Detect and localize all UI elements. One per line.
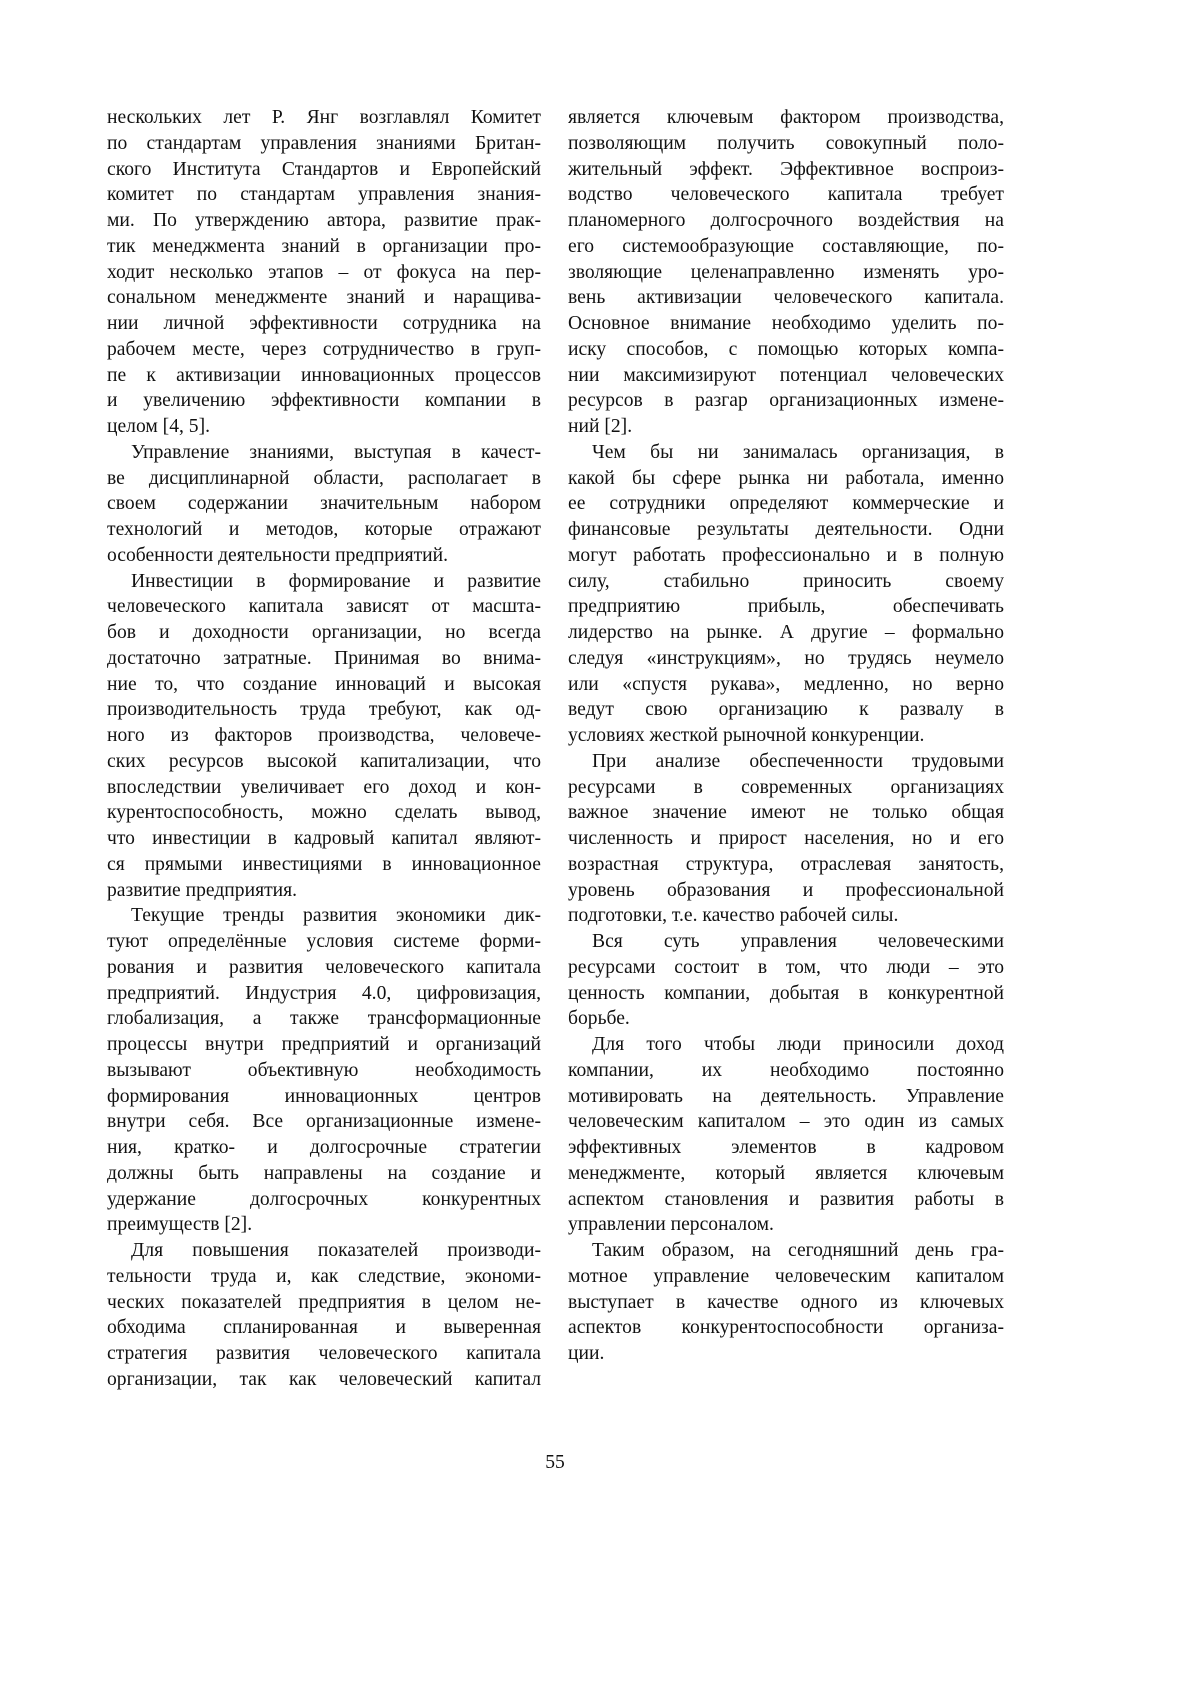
paragraph	[568, 1238, 1004, 1367]
text-line: обходима спланированная и выверенная	[107, 1315, 541, 1341]
text-line: предприятий. Индустрия 4.0, цифровизация,	[107, 981, 541, 1007]
text-line: рования и развития человеческого капитала	[107, 955, 541, 981]
text-line: подготовки, т.е. качество рабочей силы.	[568, 903, 1004, 929]
text-line: ведут свою организацию к развалу в	[568, 697, 1004, 723]
paragraph	[107, 903, 541, 1238]
text-line: борьбе.	[568, 1006, 1004, 1032]
text-line: ния, кратко- и долгосрочные стратегии	[107, 1135, 541, 1161]
text-line: нескольких лет Р. Янг возглавлял Комитет	[107, 105, 541, 131]
text-line: курентоспособность, можно сделать вывод,	[107, 800, 541, 826]
text-line: Основное внимание необходимо уделить по-	[568, 311, 1004, 337]
text-line: При анализе обеспеченности трудовыми	[568, 749, 1004, 775]
text-line: планомерного долгосрочного воздействия на	[568, 208, 1004, 234]
text-line: технологий и методов, которые отражают	[107, 517, 541, 543]
text-line: нии максимизируют потенциал человеческих	[568, 363, 1004, 389]
text-line: ции.	[568, 1341, 1004, 1367]
text-line: комитет по стандартам управления знания-	[107, 182, 541, 208]
text-line: является ключевым фактором производства,	[568, 105, 1004, 131]
text-line: вызывают объективную необходимость	[107, 1058, 541, 1084]
text-line: впоследствии увеличивает его доход и кон-	[107, 775, 541, 801]
text-line: тельности труда и, как следствие, экономи-	[107, 1264, 541, 1290]
text-line: позволяющим получить совокупный поло-	[568, 131, 1004, 157]
paragraph	[107, 440, 541, 569]
text-line: Инвестиции в формирование и развитие	[107, 569, 541, 595]
text-line: аспектом становления и развития работы в	[568, 1187, 1004, 1213]
text-column-left	[107, 105, 541, 1393]
text-line: иску способов, с помощью которых компа-	[568, 337, 1004, 363]
text-line: формирования инновационных центров	[107, 1084, 541, 1110]
text-line: мотное управление человеческим капиталом	[568, 1264, 1004, 1290]
paragraph	[568, 105, 1004, 440]
text-line: бов и доходности организации, но всегда	[107, 620, 541, 646]
text-line: Текущие тренды развития экономики дик-	[107, 903, 541, 929]
text-line: туют определённые условия системе форми-	[107, 929, 541, 955]
text-line: достаточно затратные. Принимая во внима-	[107, 646, 541, 672]
text-line: глобализация, а также трансформационные	[107, 1006, 541, 1032]
text-column-right	[568, 105, 1004, 1367]
text-line: преимуществ [2].	[107, 1212, 541, 1238]
text-line: ве дисциплинарной области, располагает в	[107, 466, 541, 492]
text-line: ресурсами в современных организациях	[568, 775, 1004, 801]
text-line: эффективных элементов в кадровом	[568, 1135, 1004, 1161]
text-line: внутри себя. Все организационные измене-	[107, 1109, 541, 1135]
text-line: процессы внутри предприятий и организаций	[107, 1032, 541, 1058]
text-line: Для повышения показателей производи-	[107, 1238, 541, 1264]
text-line: выступает в качестве одного из ключевых	[568, 1290, 1004, 1316]
text-line: его системообразующие составляющие, по-	[568, 234, 1004, 260]
text-line: важное значение имеют не только общая	[568, 800, 1004, 826]
text-line: условиях жесткой рыночной конкуренции.	[568, 723, 1004, 749]
text-line: лидерство на рынке. А другие – формально	[568, 620, 1004, 646]
text-line: человеческим капиталом – это один из самых	[568, 1109, 1004, 1135]
text-line: и увеличению эффективности компании в	[107, 388, 541, 414]
text-line: ценность компании, добытая в конкурентной	[568, 981, 1004, 1007]
text-line: зволяющие целенаправленно изменять уро-	[568, 260, 1004, 286]
paragraph	[568, 440, 1004, 749]
paragraph	[107, 105, 541, 440]
text-line: водство человеческого капитала требует	[568, 182, 1004, 208]
text-line: человеческого капитала зависят от масшта-	[107, 594, 541, 620]
text-line: нии личной эффективности сотрудника на	[107, 311, 541, 337]
text-line: финансовые результаты деятельности. Одни	[568, 517, 1004, 543]
text-line: жительный эффект. Эффективное воспроиз-	[568, 157, 1004, 183]
text-line: производительность труда требуют, как од-	[107, 697, 541, 723]
text-line: управлении персоналом.	[568, 1212, 1004, 1238]
text-line: ресурсами состоит в том, что люди – это	[568, 955, 1004, 981]
text-line: возрастная структура, отраслевая занятость,	[568, 852, 1004, 878]
text-line: вень активизации человеческого капитала.	[568, 285, 1004, 311]
text-line: Таким образом, на сегодняшний день гра-	[568, 1238, 1004, 1264]
text-line: ся прямыми инвестициями в инновационное	[107, 852, 541, 878]
text-line: развитие предприятия.	[107, 878, 541, 904]
text-line: удержание долгосрочных конкурентных	[107, 1187, 541, 1213]
paragraph	[107, 1238, 541, 1393]
paragraph	[568, 1032, 1004, 1238]
text-line: Чем бы ни занималась организация, в	[568, 440, 1004, 466]
text-line: ее сотрудники определяют коммерческие и	[568, 491, 1004, 517]
text-line: предприятию прибыль, обеспечивать	[568, 594, 1004, 620]
text-line: Для того чтобы люди приносили доход	[568, 1032, 1004, 1058]
text-line: пе к активизации инновационных процессов	[107, 363, 541, 389]
text-line: какой бы сфере рынка ни работала, именно	[568, 466, 1004, 492]
paragraph	[568, 749, 1004, 929]
text-line: следуя «инструкциям», но трудясь неумело	[568, 646, 1004, 672]
text-line: ходит несколько этапов – от фокуса на пер-	[107, 260, 541, 286]
text-line: ресурсов в разгар организационных измене-	[568, 388, 1004, 414]
text-line: компании, их необходимо постоянно	[568, 1058, 1004, 1084]
text-line: ских ресурсов высокой капитализации, что	[107, 749, 541, 775]
text-line: уровень образования и профессиональной	[568, 878, 1004, 904]
text-line: должны быть направлены на создание и	[107, 1161, 541, 1187]
text-line: или «спустя рукава», медленно, но верно	[568, 672, 1004, 698]
text-line: могут работать профессионально и в полную	[568, 543, 1004, 569]
text-line: ние то, что создание инноваций и высокая	[107, 672, 541, 698]
paragraph	[107, 569, 541, 904]
text-line: тик менеджмента знаний в организации про-	[107, 234, 541, 260]
text-line: ний [2].	[568, 414, 1004, 440]
text-line: менеджменте, который является ключевым	[568, 1161, 1004, 1187]
text-line: ми. По утверждению автора, развитие прак-	[107, 208, 541, 234]
text-line: силу, стабильно приносить своему	[568, 569, 1004, 595]
text-line: ского Института Стандартов и Европейский	[107, 157, 541, 183]
text-line: ного из факторов производства, человече-	[107, 723, 541, 749]
text-line: рабочем месте, через сотрудничество в груп-	[107, 337, 541, 363]
text-line: особенности деятельности предприятий.	[107, 543, 541, 569]
text-line: Вся суть управления человеческими	[568, 929, 1004, 955]
text-line: аспектов конкурентоспособности организа-	[568, 1315, 1004, 1341]
text-line: что инвестиции в кадровый капитал являют-	[107, 826, 541, 852]
page-number: 55	[0, 1452, 1110, 1474]
text-line: мотивировать на деятельность. Управление	[568, 1084, 1004, 1110]
text-line: своем содержании значительным набором	[107, 491, 541, 517]
text-line: по стандартам управления знаниями Британ-	[107, 131, 541, 157]
paragraph	[568, 929, 1004, 1032]
text-line: организации, так как человеческий капитал	[107, 1367, 541, 1393]
text-line: численность и прирост населения, но и его	[568, 826, 1004, 852]
text-line: Управление знаниями, выступая в качест-	[107, 440, 541, 466]
text-line: целом [4, 5].	[107, 414, 541, 440]
text-line: стратегия развития человеческого капитала	[107, 1341, 541, 1367]
text-line: сональном менеджменте знаний и наращива-	[107, 285, 541, 311]
text-line: ческих показателей предприятия в целом не-	[107, 1290, 541, 1316]
